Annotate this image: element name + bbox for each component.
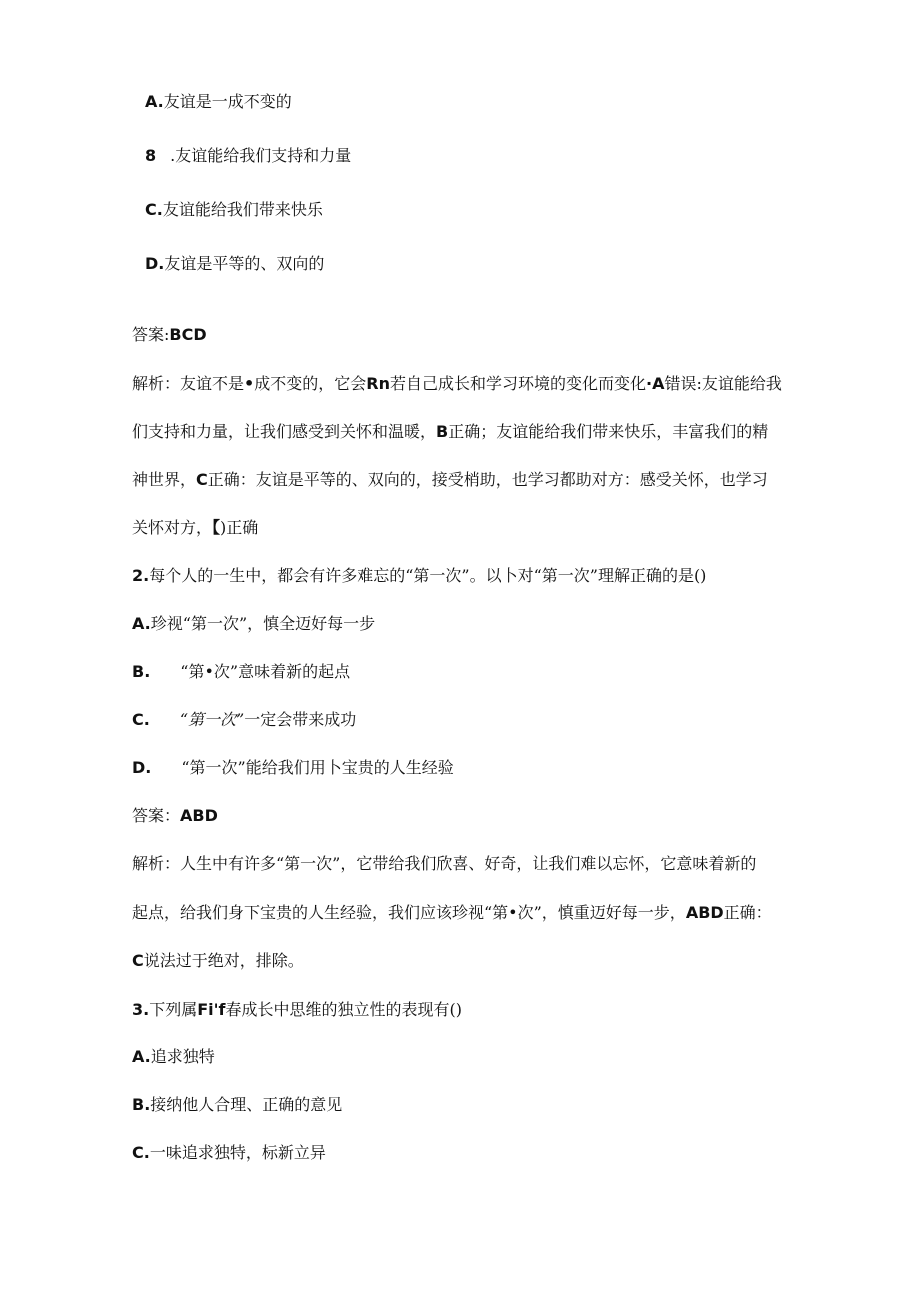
explanation-text: ABD <box>685 903 724 922</box>
option-text-italic: “第一次” <box>179 710 245 729</box>
question-text: 下列属 <box>149 1000 198 1019</box>
option-text: “第•次”意味着新的起点 <box>180 662 351 681</box>
option-text: 友谊是一成不变的 <box>163 92 292 111</box>
option-b <box>145 146 351 166</box>
option-b <box>132 1095 342 1115</box>
option-c <box>145 200 323 220</box>
explanation-text: 关怀对方， <box>132 518 213 537</box>
option-label: B. <box>132 1095 151 1114</box>
explanation-text: 解析：人生中有许多“第一次”，它带给我们欣喜、好奇，让我们难以忘怀，它意味着新的 <box>132 854 757 873</box>
option-c <box>132 1143 326 1163</box>
question-stem <box>132 566 706 586</box>
option-d <box>145 254 324 274</box>
answer-line <box>132 806 218 826</box>
option-text: 追求独特 <box>150 1047 215 1066</box>
option-label: C. <box>145 200 163 219</box>
option-a <box>145 92 292 112</box>
explanation-text: 正确：友谊是平等的、双向的，接受梢助，也学习都助对方：感受关怀，也学习 <box>207 470 768 489</box>
question-text: 春成长中思维的独立性的表现有() <box>225 1000 463 1019</box>
explanation-text: ·A <box>646 374 665 393</box>
answer-line <box>132 325 207 345</box>
explanation-text: )正确 <box>220 518 259 537</box>
explanation-text: Rn <box>366 374 390 393</box>
option-label: A. <box>132 1047 151 1066</box>
explanation-text: 成不变的，它会 <box>254 374 367 393</box>
explanation-text: 说法过于绝对，排除。 <box>143 951 304 970</box>
explanation-text: 神世界， <box>132 470 197 489</box>
explanation-line <box>132 951 304 971</box>
option-label: D. <box>145 254 165 273</box>
answer-value: ABD <box>180 806 218 825</box>
option-label: A. <box>145 92 164 111</box>
question-number: 3. <box>132 1000 150 1019</box>
option-text: 接纳他人合理、正确的意见 <box>150 1095 343 1114</box>
answer-prefix: 答案： <box>132 806 181 825</box>
explanation-text: B <box>436 422 449 441</box>
option-text: 一定会带来成功 <box>244 710 357 729</box>
option-label: B. <box>132 662 151 681</box>
option-text: 珍视“第一次”，慎全迈好每一步 <box>150 614 376 633</box>
option-b <box>132 662 350 682</box>
explanation-line <box>132 518 258 538</box>
answer-prefix: 答案: <box>132 325 170 344</box>
explanation-text: 起点，给我们身下宝贵的人生经验，我们应该珍视“第•次”，慎重迈好每一步， <box>132 903 686 922</box>
explanation-text: C <box>132 951 144 970</box>
explanation-text: 解析：友谊不是 <box>132 374 245 393</box>
option-label: 8 <box>145 146 157 165</box>
option-c <box>132 710 356 730</box>
option-label: C. <box>132 710 150 729</box>
explanation-text: 们支持和力量，让我们感受到关怀和温暖， <box>132 422 437 441</box>
explanation-text: 错误:友谊能给我 <box>664 374 782 393</box>
option-label: D. <box>132 758 152 777</box>
option-text: 友谊是平等的、双向的 <box>164 254 325 273</box>
explanation-line <box>132 374 782 394</box>
answer-value: BCD <box>169 325 207 344</box>
option-label: A. <box>132 614 151 633</box>
explanation-text: 正确： <box>723 903 772 922</box>
explanation-text: 【 <box>212 518 221 537</box>
explanation-line <box>132 903 772 923</box>
question-text: 每个人的一生中，都会有许多难忘的“第一次”。以卜对“第一次”理解正确的是() <box>149 566 707 585</box>
explanation-line <box>132 422 768 442</box>
explanation-line <box>132 854 756 874</box>
option-text: .友谊能给我们支持和力量 <box>170 146 352 165</box>
explanation-text: • <box>244 374 255 393</box>
question-text: Fi'f <box>197 1000 226 1019</box>
explanation-line <box>132 470 768 490</box>
option-text: “第一次”能给我们用卜宝贵的人生经验 <box>181 758 454 777</box>
explanation-text: 若自己成长和学习环境的变化而变化 <box>389 374 646 393</box>
explanation-text: C <box>196 470 208 489</box>
question-stem <box>132 1000 462 1020</box>
option-a <box>132 614 375 634</box>
explanation-text: 正确；友谊能给我们带来快乐，丰富我们的精 <box>448 422 769 441</box>
option-text: 一味追求独特，标新立异 <box>149 1143 326 1162</box>
question-number: 2. <box>132 566 150 585</box>
option-d <box>132 758 454 778</box>
option-label: C. <box>132 1143 150 1162</box>
option-text: 友谊能给我们带来快乐 <box>162 200 323 219</box>
option-a <box>132 1047 215 1067</box>
